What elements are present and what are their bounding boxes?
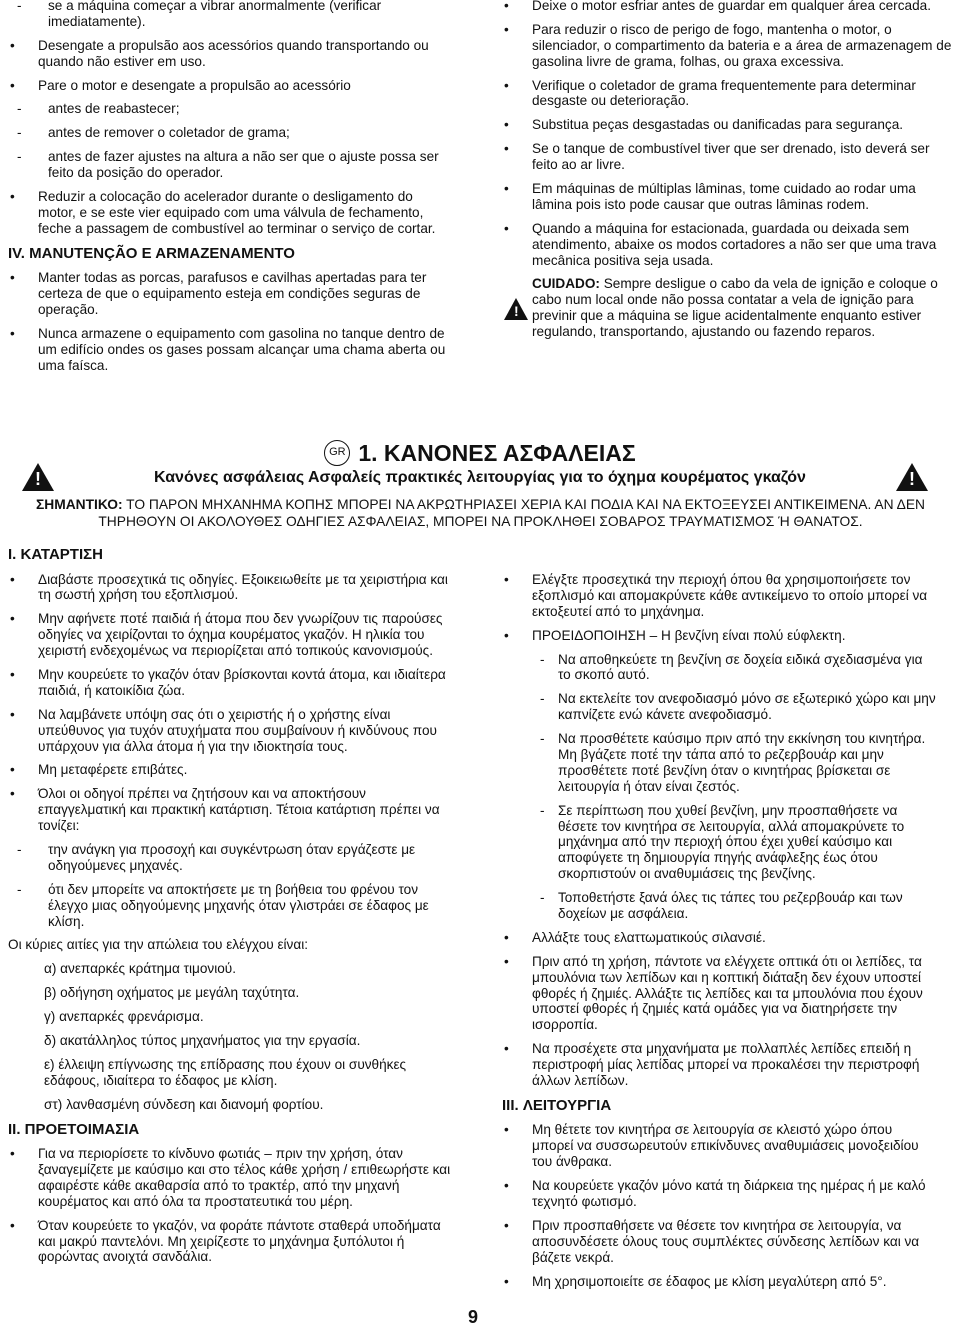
section-heading: IV. MANUTENÇÃO E ARMAZENAMENTO [8, 244, 295, 262]
list-item: • Να προσέχετε στα μηχανήματα με πολλαπλές λεπίδες επειδή η περιστροφή μίας λεπίδας μπορεί να προκαλέσει την περιστροφή άλλων λεπίδων. [502, 1041, 936, 1089]
list-item: • Αλλάξτε τους ελαττωματικούς σιλανσιέ. [502, 930, 936, 946]
list-item: • Deixe o motor esfriar antes de guardar em qualquer área cercada. [502, 0, 954, 14]
important-text: ΤΟ ΠΑΡΟΝ ΜΗΧΑΝΗΜΑ ΚΟΠΗΣ ΜΠΟΡΕΙ ΝΑ ΑΚΡΩΤΗΡΙΑΣΕΙ ΧΕΡΙΑ ΚΑΙ ΠΟΔΙΑ ΚΑΙ ΝΑ ΕΚΤΟΞΕΥΣΕΙ ΑΝΤΙΚΕΙΜΕΝΑ. ΑΝ ΔΕΝ ΤΗΡΗΘΟΥΝ ΟΙ ΑΚΟΛΟΥΘΕΣ ΟΔΗΓΙΕΣ ΑΣΦΑΛΕΙΑΣ, ΜΠΟΡΕΙ ΝΑ ΠΡΟΚΛΗΘΕΙ ΣΟΒΑΡΟΣ ΤΡΑΥΜΑΤΙΣΜΟΣ Ή ΘΑΝΑΤΟΣ. [98, 497, 926, 529]
important-label: ΣΗΜΑΝΤΙΚΟ: [35, 497, 123, 512]
warning-icon-left: ! [22, 463, 54, 491]
list-item: • Πριν από τη χρήση, πάντοτε να ελέγχετε οπτικά ότι οι λεπίδες, τα μπουλόνια των λεπίδων και η κοπτική διάταξη δεν έχουν υποστεί φθορές ή ζημιές. Αλλάξτε τις λεπίδες και τα μπουλόνια που έχουν υποστεί φθορές ή ζημιές κατά ομάδες για να διατηρήσετε την ισορροπία. [502, 954, 936, 1033]
list-item: • Se o tanque de combustível tiver que ser drenado, isto deverá ser feito ao ar livre. [502, 141, 954, 173]
list-item: - antes de remover o coletador de grama; [8, 125, 454, 141]
list-item: • Substitua peças desgastadas ou danificadas para segurança. [502, 117, 954, 133]
list-item: • Para reduzir o risco de perigo de fogo, mantenha o motor, o silenciador, o compartimento da bateria e a área de armazenagem de gasolina livre de grama, folhas, ou graxa excessiva. [502, 22, 954, 70]
list-item: • Verifique o coletador de grama frequentemente para determinar desgaste ou deterioração. [502, 78, 954, 110]
list-item: • Ελέγξτε προσεχτικά την περιοχή όπου θα χρησιμοποιήσετε τον εξοπλισμό και απομακρύνετε κάθε αντικείμενο το οποίο μπορεί να εκτοξευτεί από το μηχάνημα. [502, 572, 936, 620]
list-item: • Διαβάστε προσεχτικά τις οδηγίες. Εξοικειωθείτε με τα χειριστήρια και τη σωστή χρήση του εξοπλισμού. [8, 572, 455, 604]
warning-icon-right: ! [896, 463, 928, 491]
list-item: δ) ακατάλληλος τύπος μηχανήματος για την εργασία. [44, 1033, 361, 1049]
list-item: • ΠΡΟΕΙΔΟΠΟΙΗΣΗ – Η βενζίνη είναι πολύ εύφλεκτη. [502, 628, 936, 644]
gr-section-header [0, 440, 960, 467]
list-item: - antes de reabastecer; [8, 101, 454, 117]
list-item: • Να λαμβάνετε υπόψη σας ότι ο χειριστής ή ο χρήστης είναι υπεύθυνος για τυχόν ατυχήματα που συμβαίνουν ή κινδύνους που υπάρχουν για άλλα άτομα ή για την ιδιοκτησία τους. [8, 707, 455, 755]
list-item: Οι κύριες αιτίες για την απώλεια του ελέγχου είναι: [8, 937, 309, 953]
list-item: - Να προσθέτετε καύσιμο πριν από την εκκίνηση του κινητήρα. Μη βγάζετε ποτέ την τάπα από το ρεζερβουάρ και μην προσθέτετε ποτέ βενζίνη όταν ο κινητήρας βρίσκεται σε λειτουργία ή όταν είναι ζεστός. [502, 731, 936, 795]
list-item: • Μη θέτετε τον κινητήρα σε λειτουργία σε κλειστό χώρο όπου μπορεί να συσσωρευτούν επικίνδυνες αναθυμιάσεις μονοξειδίου του άνθρακα. [502, 1122, 936, 1170]
pt-right-column [502, 0, 954, 348]
pt-right-items [502, 0, 954, 268]
list-item: • Desengate a propulsão aos acessórios quando transportando ou quando não estiver em uso. [8, 38, 454, 70]
list-item: • Όταν κουρεύετε το γκαζόν, να φοράτε πάντοτε σταθερά υποδήματα και μακρύ παντελόνι. Μη χειρίζεστε το μηχάνημα ξυπόλυτοι ή φορώντας ανοιχτά σανδάλια. [8, 1218, 455, 1266]
list-item: • Όλοι οι οδηγοί πρέπει να ζητήσουν και να αποκτήσουν επαγγελματική και πρακτική κατάρτιση. Τέτοια κατάρτιση πρέπει να τονίζει: [8, 786, 455, 834]
list-item: • Μη μεταφέρετε επιβάτες. [8, 762, 455, 778]
section-heading: I. ΚΑΤΑΡΤΙΣΗ [8, 546, 103, 563]
list-item: - Να αποθηκεύετε τη βενζίνη σε δοχεία ειδικά σχεδιασμένα για το σκοπό αυτό. [502, 652, 936, 684]
list-item: • Reduzir a colocação do acelerador durante o desligamento do motor, e se este vier equipado com uma válvula de fechamento, feche a passagem de combustível ao terminar o serviço de cortar. [8, 189, 454, 237]
list-item: - se a máquina começar a vibrar anormalmente (verificar imediatamente). [8, 0, 454, 30]
list-item: • Πριν προσπαθήσετε να θέσετε τον κινητήρα σε λειτουργία, να αποσυνδέσετε όλους τους συμπλέκτες σύνδεσης λεπίδων και να βάζετε νεκρά. [502, 1218, 936, 1266]
list-item: • Να κουρεύετε γκαζόν μόνο κατά τη διάρκεια της ημέρας ή με καλό τεχνητό φωτισμό. [502, 1178, 936, 1210]
list-item: ε) έλλειψη επίγνωσης της επίδρασης που έχουν οι συνθήκες εδάφους, ιδιαίτερα το έδαφος με κλίση. [44, 1056, 407, 1088]
gr-left-column [8, 546, 455, 1273]
page-number: 9 [468, 1307, 479, 1327]
gr-subtitle: Κανόνες ασφάλειας Ασφαλείς πρακτικές λειτουργίας για το όχημα κουρέματος γκαζόν [154, 469, 806, 486]
warning-icon: ! [504, 298, 528, 320]
list-item: • Μην κουρεύετε το γκαζόν όταν βρίσκονται κοντά άτομα, και ιδιαίτερα παιδιά, ή κατοικίδια ζώα. [8, 667, 455, 699]
list-item: β) οδήγηση οχήματος με μεγάλη ταχύτητα. [44, 985, 300, 1001]
list-item: • Για να περιορίσετε το κίνδυνο φωτιάς – πριν την χρήση, όταν ξαναγεμίζετε με καύσιμο και στο τέλος κάθε χρήση / επιθεωρήστε και αφαιρέστε κάθε ακαθαρσία από το τρακτέρ, από την μηχανή κουρέματος και από όλα τα προστατευτικά του μέρη. [8, 1146, 455, 1210]
caution-paragraph [532, 276, 954, 340]
list-item: • Nunca armazene o equipamento com gasolina no tanque dentro de um edifício ondes os gases possam alcançar uma chama aberta ou uma faísca. [8, 326, 454, 374]
gr-language-badge: GR [324, 440, 350, 466]
list-item: α) ανεπαρκές κράτημα τιμονιού. [44, 961, 236, 977]
list-item: • Em máquinas de múltiplas lâminas, tome cuidado ao rodar uma lâmina pois isto pode causar que outras lâminas rodem. [502, 181, 954, 213]
list-item: - ότι δεν μπορείτε να αποκτήσετε με τη βοήθεια του φρένου τον έλεγχο μιας οδηγούμενης μηχανής όταν γλιστράει σε έδαφος με κλίση. [8, 882, 455, 930]
list-item: - την ανάγκη για προσοχή και συγκέντρωση όταν εργάζεστε με οδηγούμενες μηχανές. [8, 842, 455, 874]
section-heading: III. ΛΕΙΤΟΥΡΓΙΑ [502, 1096, 612, 1114]
list-item: - Να εκτελείτε τον ανεφοδιασμό μόνο σε εξωτερικό χώρο και μην καπνίζετε ενώ κάνετε ανεφοδιασμό. [502, 691, 936, 723]
caution-block [502, 276, 954, 340]
section-heading: II. ΠΡΟΕΤΟΙΜΑΣΙΑ [8, 1120, 140, 1138]
list-item: • Pare o motor e desengate a propulsão ao acessório [8, 78, 454, 94]
list-item: γ) ανεπαρκές φρενάρισμα. [44, 1009, 204, 1025]
caution-text: Sempre desligue o cabo da vela de ignição e coloque o cabo num local onde não possa contatar a vela de ignição para previnir que a máquina se ligue acidentalmente enquanto estiver regulando, transportando, ajustando ou fazendo reparos. [532, 276, 938, 340]
important-notice [8, 497, 953, 530]
list-item: - Τοποθετήστε ξανά όλες τις τάπες του ρεζερβουάρ και των δοχείων με ασφάλεια. [502, 890, 936, 922]
list-item: στ) λανθασμένη σύνδεση και διανομή φορτίου. [44, 1096, 324, 1112]
list-item: • Μην αφήνετε ποτέ παιδιά ή άτομα που δεν γνωρίζουν τις παρούσες οδηγίες να χειρίζονται το όχημα κουρέματος γκαζόν. Η ηλικία του χειριστή ενδεχομένως να περιορίζεται από τοπικούς κανονισμούς. [8, 611, 455, 659]
pt-left-column [8, 0, 454, 382]
list-item: - Σε περίπτωση που χυθεί βενζίνη, μην προσπαθήσετε να θέσετε τον κινητήρα σε λειτουργία, αλλά απομακρύνετε το μηχάνημα από την περιοχή όπου έχει χυθεί καύσιμο και αποφύγετε τη δημιουργία πηγής ανάφλεξης έως ότου σκορπιστούν οι αναθυμιάσεις της βενζίνης. [502, 803, 936, 882]
list-item: • Manter todas as porcas, parafusos e cavilhas apertadas para ter certeza de que o equipamento esteja em condições seguras de operação. [8, 270, 454, 318]
list-item: - antes de fazer ajustes na altura a não ser que o ajuste possa ser feito da posição do operador. [8, 149, 454, 181]
list-item: • Μη χρησιμοποιείτε σε έδαφος με κλίση μεγαλύτερη από 5°. [502, 1274, 936, 1290]
gr-section-title: 1. ΚΑΝΟΝΕΣ ΑΣΦΑΛΕΙΑΣ [358, 440, 636, 466]
list-item: • Quando a máquina for estacionada, guardada ou deixada sem atendimento, abaixe os modos cortadores a não ser que uma trava mecânica positiva seja usada. [502, 221, 954, 269]
caution-label: CUIDADO: [532, 276, 600, 292]
gr-right-column [502, 572, 936, 1298]
